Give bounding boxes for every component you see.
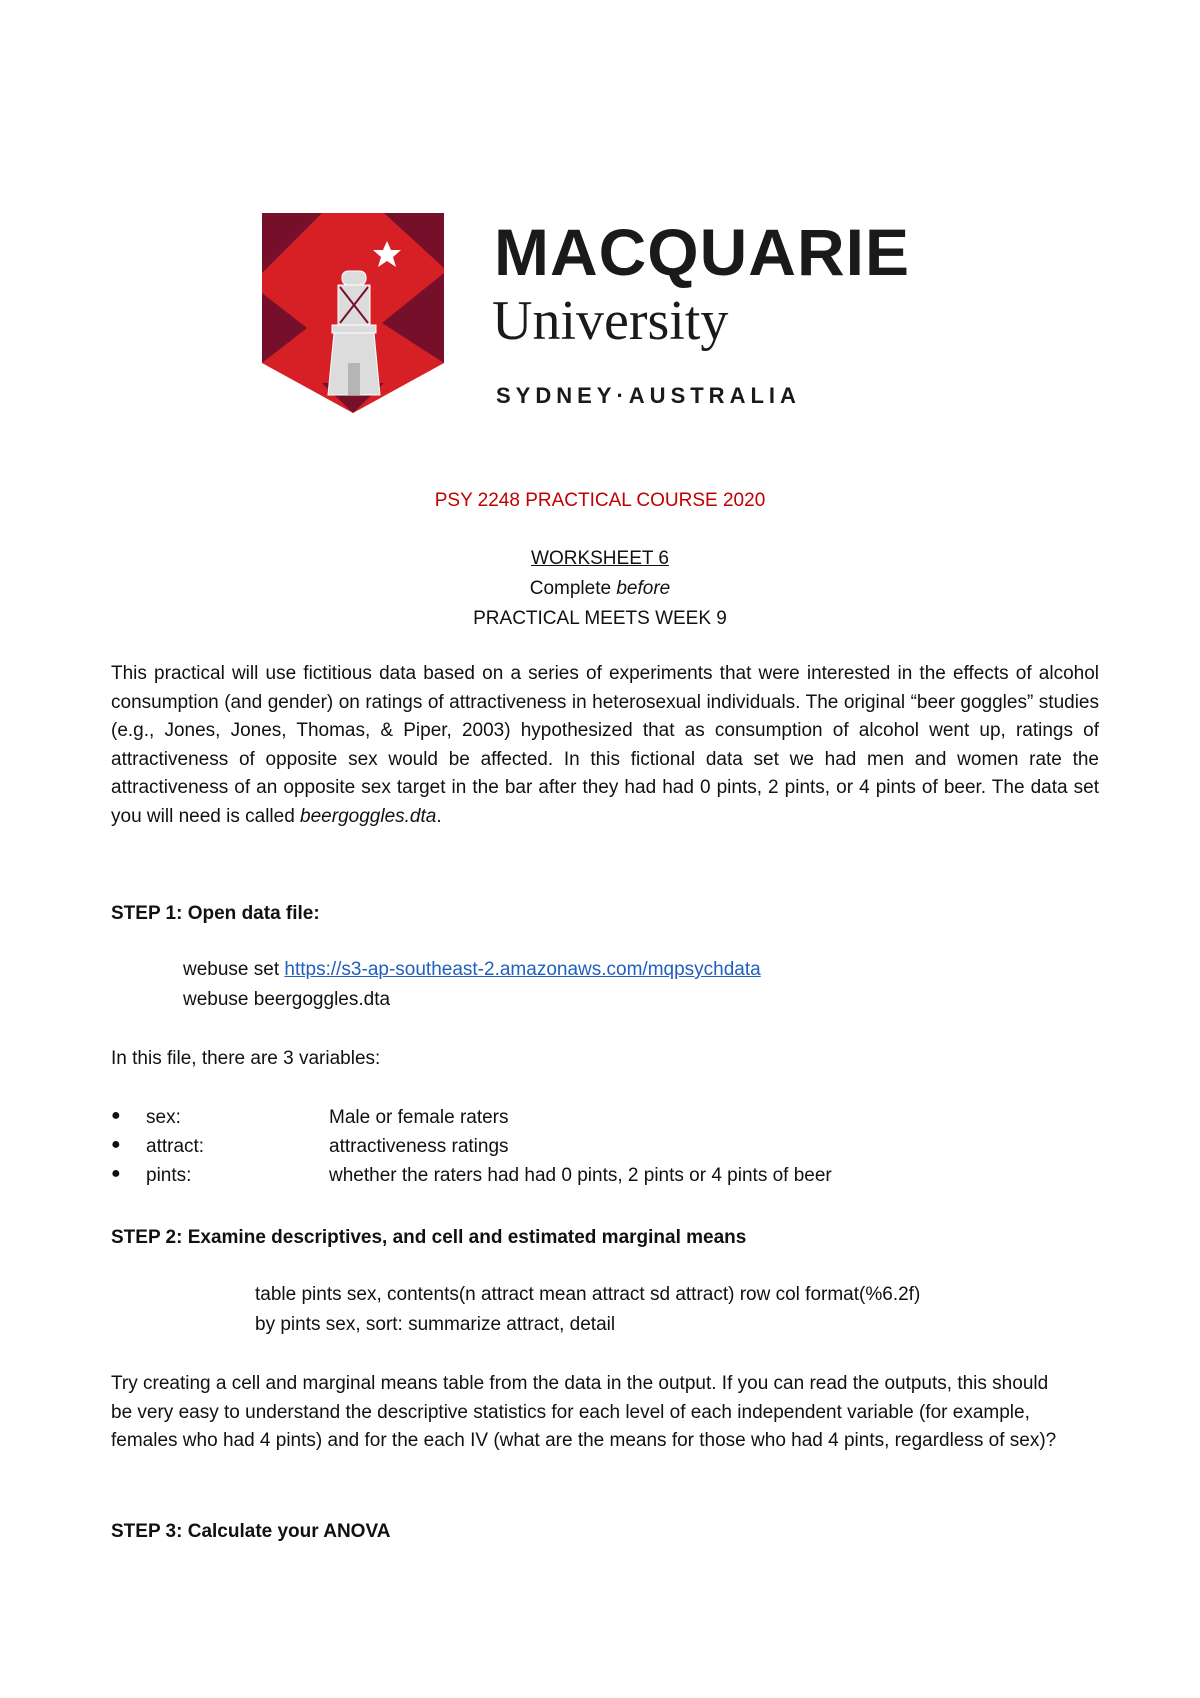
variable-name: pints: [146, 1165, 192, 1186]
variables-intro: In this file, there are 3 variables: [111, 1048, 381, 1069]
logo-wordmark-university: University [492, 290, 729, 352]
variable-description: Male or female raters [329, 1107, 509, 1128]
variable-name: sex: [146, 1107, 181, 1128]
worksheet-title: WORKSHEET 6 [531, 548, 669, 569]
logo-wordmark-macquarie: MACQUARIE [494, 215, 910, 289]
course-title: PSY 2248 PRACTICAL COURSE 2020 [434, 490, 766, 511]
variable-name: attract: [146, 1136, 205, 1157]
intro-text: This practical will use fictitious data based on a series of experiments that were interested in the effects of alcohol consumption (and gender) on ratings of attractiveness in heterosexual individuals. The original “beer goggles” studies (e.g., Jones, Jones, Thomas, & Piper, 2003) hypothesized that as consumption of alcohol went up, ratings of attractiveness of opposite sex would be affected. In this fictional data set we had men and women rate the attractiveness of an opposite sex target in the bar after they had had 0 pints, 2 pints, or 4 pints of beer. The data set you will need is called [111, 663, 1099, 827]
bullet-icon: ● [111, 1136, 121, 1153]
variable-item [0, 1108, 1200, 1132]
step3-heading: STEP 3: Calculate your ANOVA [111, 1521, 391, 1542]
step1-heading: STEP 1: Open data file: [111, 903, 320, 924]
university-crest-icon [262, 213, 444, 413]
complete-emphasis: before [616, 578, 671, 599]
step2-heading: STEP 2: Examine descriptives, and cell and estimated marginal means [111, 1227, 747, 1248]
table-command: table pints sex, contents(n attract mean attract sd attract) row col format(%6.2f) [255, 1284, 921, 1305]
bullet-icon: ● [111, 1107, 121, 1124]
practical-meets-line: PRACTICAL MEETS WEEK 9 [473, 608, 727, 629]
complete-prefix: Complete [529, 578, 617, 599]
webuse-set-command [183, 960, 761, 979]
university-logo [262, 213, 962, 413]
variable-description: whether the raters had had 0 pints, 2 pints or 4 pints of beer [329, 1165, 832, 1186]
intro-paragraph [111, 660, 1099, 832]
cmd1-prefix: webuse set [183, 959, 285, 980]
complete-before-line [0, 579, 1200, 598]
logo-wordmark-location: SYDNEY·AUSTRALIA [496, 383, 801, 408]
intro-end: . [436, 805, 442, 827]
data-url-link[interactable]: https://s3-ap-southeast-2.amazonaws.com/mqpsychdata [284, 959, 761, 980]
summarize-command: by pints sex, sort: summarize attract, detail [255, 1314, 616, 1335]
dataset-name: beergoggles.dta [300, 805, 437, 827]
means-table-instructions: Try creating a cell and marginal means table from the data in the output. If you can read the outputs, this should be very easy to understand the descriptive statistics for each level of each independent variable (for example, females who had 4 pints) and for the each IV (what are the means for those who had 4 pints, regardless of sex)? [111, 1373, 1057, 1452]
variable-item [0, 1166, 1200, 1190]
webuse-dataset-command: webuse beergoggles.dta [183, 989, 391, 1010]
bullet-icon: ● [111, 1165, 121, 1182]
variable-description: attractiveness ratings [329, 1136, 509, 1157]
variable-item [0, 1137, 1200, 1161]
